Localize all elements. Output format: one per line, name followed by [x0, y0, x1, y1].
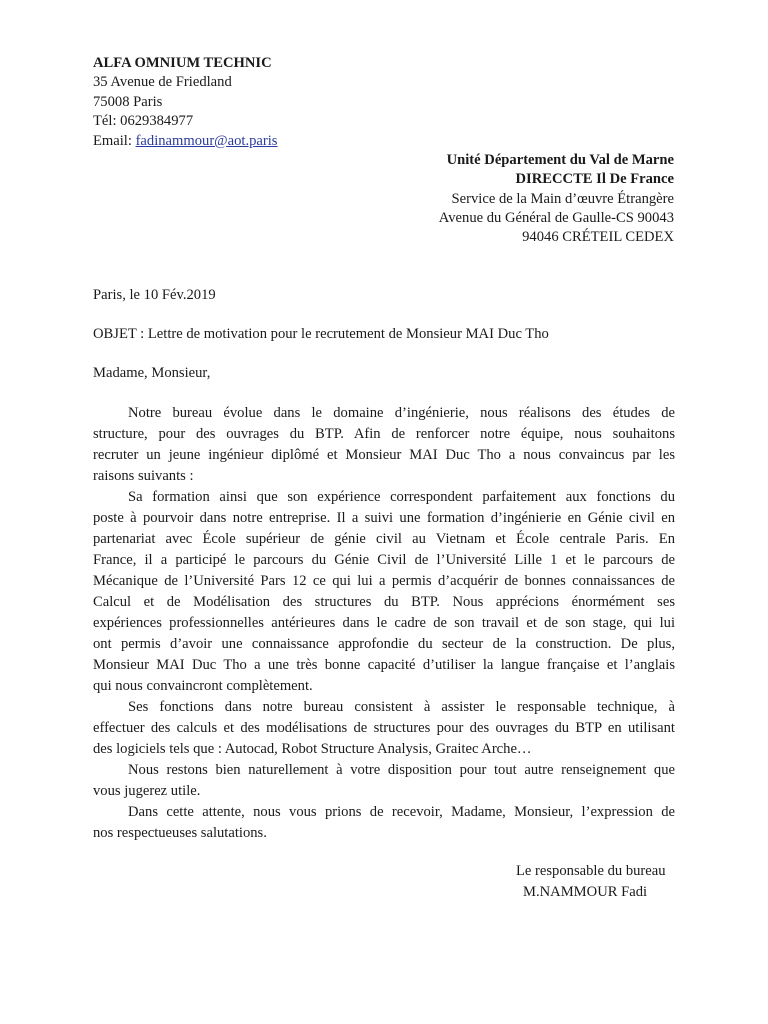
sender-email-label: Email:: [93, 133, 136, 149]
sender-phone: Tél: 0629384977: [93, 113, 194, 129]
body-line: structure, pour des ouvrages du BTP. Afin de renforcer notre équipe, nous souhaitons: [93, 426, 675, 442]
letter-subject: OBJET : Lettre de motivation pour le recrutement de Monsieur MAI Duc Tho: [93, 326, 549, 342]
letter-salutation: Madame, Monsieur,: [93, 365, 211, 381]
body-line: partenariat avec École supérieur de génie civil au Vietnam et École centrale Paris. En: [93, 531, 675, 547]
sender-address-line2: 75008 Paris: [93, 94, 163, 110]
sender-email-row: [93, 131, 277, 151]
body-line: des logiciels tels que : Autocad, Robot Structure Analysis, Graitec Arche…: [93, 741, 532, 757]
body-line: vous jugerez utile.: [93, 783, 201, 799]
signature-name: M.NAMMOUR Fadi: [523, 884, 648, 900]
body-line: Dans cette attente, nous vous prions de recevoir, Madame, Monsieur, l’expression de: [128, 804, 675, 820]
body-line: ont permis d’avoir une connaissance approfondie du secteur de la construction. De plus,: [93, 636, 675, 652]
letter-date: Paris, le 10 Fév.2019: [93, 287, 216, 303]
recipient-line5: 94046 CRÉTEIL CEDEX: [522, 229, 674, 245]
body-line: France, il a participé le parcours du Génie Civil de l’Université Lille 1 et le parcours de: [93, 552, 675, 568]
body-line: Sa formation ainsi que son expérience correspondent parfaitement aux fonctions du: [128, 489, 675, 505]
recipient-line4: Avenue du Général de Gaulle-CS 90043: [438, 210, 674, 226]
body-line: Notre bureau évolue dans le domaine d’ingénierie, nous réalisons des études de: [128, 405, 675, 421]
body-line: recruter un jeune ingénieur diplômé et Monsieur MAI Duc Tho a nous convaincus par les: [93, 447, 675, 463]
body-line: Monsieur MAI Duc Tho a une très bonne capacité d’utiliser la langue française et l’anglais: [93, 657, 675, 673]
recipient-line2: DIRECCTE Il De France: [515, 171, 674, 187]
body-line: Ses fonctions dans notre bureau consistent à assister le responsable technique, à: [128, 699, 675, 715]
sender-company: ALFA OMNIUM TECHNIC: [93, 55, 272, 71]
body-line: Mécanique de l’Université Pars 12 ce qui lui a permis d’acquérir de bonnes connaissances de: [93, 573, 675, 589]
recipient-line3: Service de la Main d’œuvre Étrangère: [451, 191, 674, 207]
body-line: raisons suivants :: [93, 468, 194, 484]
sender-address-line1: 35 Avenue de Friedland: [93, 74, 232, 90]
body-line: expériences professionnelles antérieures dans le cadre de son travail et de son stage, qui lui: [93, 615, 675, 631]
body-line: effectuer des calculs et des modélisations de structures pour des ouvrages du BTP en utilisant: [93, 720, 675, 736]
body-line: Calcul et de Modélisation des structures du BTP. Nous apprécions énormément ses: [93, 594, 675, 610]
body-line: Nous restons bien naturellement à votre disposition pour tout autre renseignement que: [128, 762, 675, 778]
body-line: nos respectueuses salutations.: [93, 825, 267, 841]
signature-title: Le responsable du bureau: [516, 863, 666, 879]
recipient-line1: Unité Département du Val de Marne: [446, 152, 674, 168]
body-line: poste à pourvoir dans notre entreprise. Il a suivi une formation d’ingénierie en Génie civil en: [93, 510, 675, 526]
sender-email-link[interactable]: fadinammour@aot.paris: [135, 133, 278, 149]
body-line: qui nous convaincront complètement.: [93, 678, 313, 694]
